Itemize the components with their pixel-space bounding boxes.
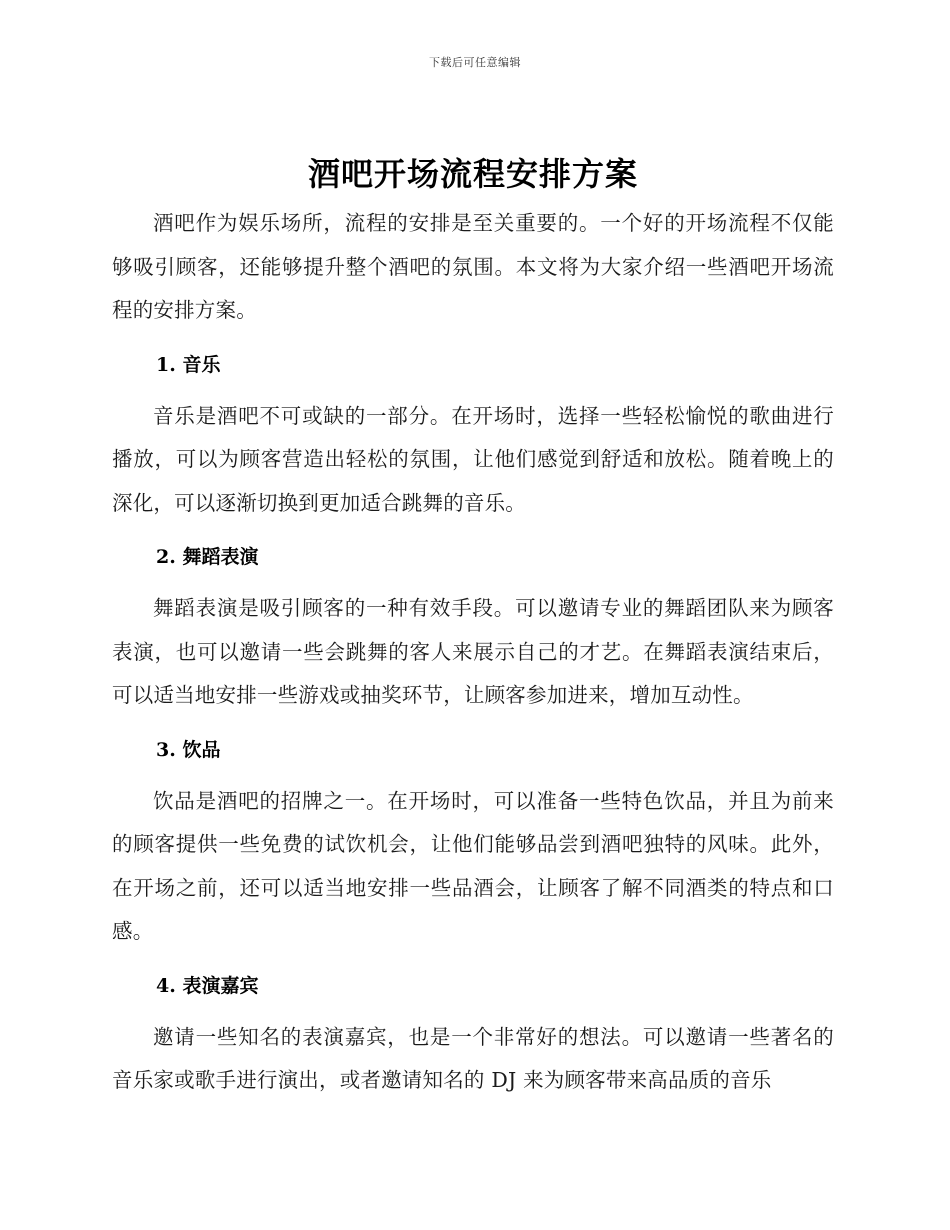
header-note: 下载后可任意编辑 (429, 56, 521, 69)
section-heading: 2. 舞蹈表演 (156, 546, 259, 568)
section-heading: 1. 音乐 (156, 353, 221, 376)
section-paragraph: 舞蹈表演是吸引顾客的一种有效手段。可以邀请专业的舞蹈团队来为顾客表演，也可以邀请一些会跳舞的客人来展示自己的才艺。在舞蹈表演结束后，可以适当地安排一些游戏或抽奖环节，让顾客参加进来，增加互动性。 (112, 596, 834, 707)
section-paragraph: 音乐是酒吧不可或缺的一部分。在开场时，选择一些轻松愉悦的歌曲进行播放，可以为顾客营造出轻松的氛围，让他们感觉到舒适和放松。随着晚上的深化，可以逐渐切换到更加适合跳舞的音乐。 (112, 403, 834, 515)
document-body (112, 150, 834, 1103)
section-heading: 4. 表演嘉宾 (156, 974, 259, 997)
section-guest-performers (112, 964, 834, 1103)
section-heading: 3. 饮品 (156, 738, 221, 761)
section-drinks (112, 728, 834, 954)
section-music (112, 343, 834, 526)
intro-paragraph: 酒吧作为娱乐场所，流程的安排是至关重要的。一个好的开场流程不仅能够吸引顾客，还能够提升整个酒吧的氛围。本文将为大家介绍一些酒吧开场流程的安排方案。 (112, 211, 834, 322)
section-dance-performance (112, 535, 834, 718)
section-paragraph: 饮品是酒吧的招牌之一。在开场时，可以准备一些特色饮品，并且为前来的顾客提供一些免费的试饮机会，让他们能够品尝到酒吧独特的风味。此外，在开场之前，还可以适当地安排一些品酒会，让顾客了解不同酒类的特点和口感。 (112, 788, 834, 943)
document-title: 酒吧开场流程安排方案 (307, 155, 638, 193)
section-paragraph: 邀请一些知名的表演嘉宾，也是一个非常好的想法。可以邀请一些著名的音乐家或歌手进行演出，或者邀请知名的 DJ 来为顾客带来高品质的音乐 (112, 1024, 834, 1092)
